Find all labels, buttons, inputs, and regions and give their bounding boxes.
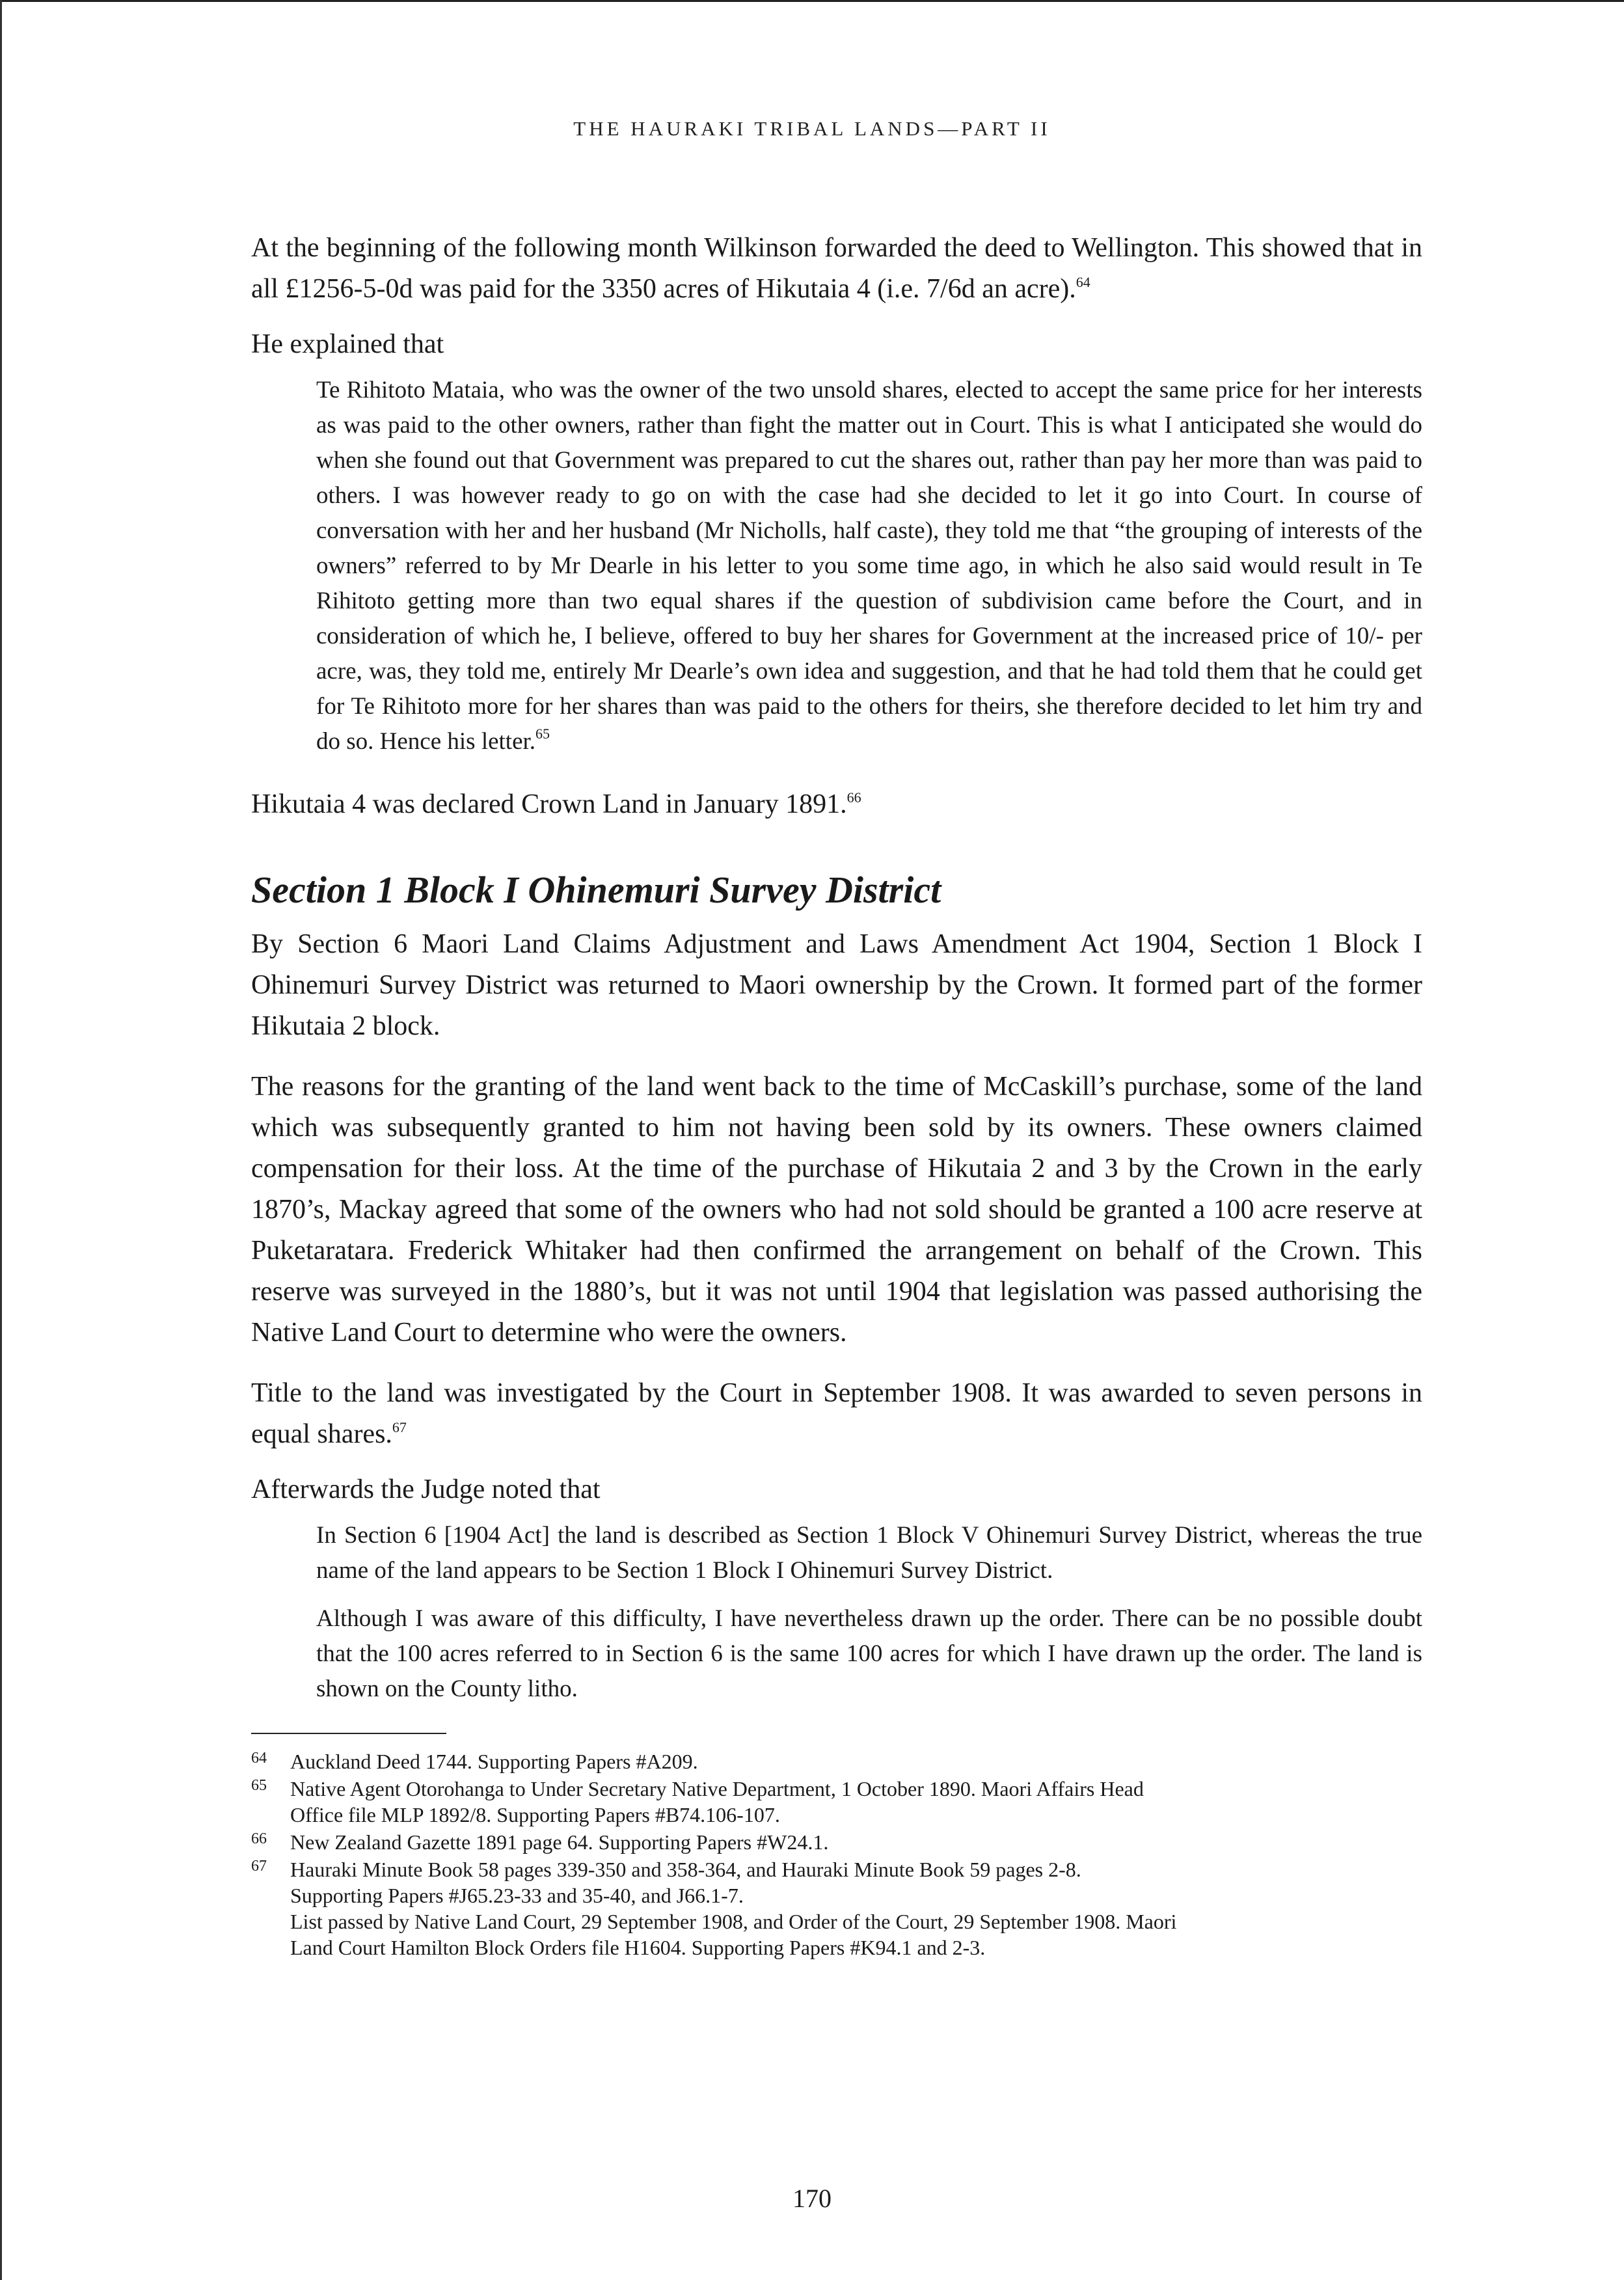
page-body [251,228,1422,1962]
paragraph-crown-land: Hikutaia 4 was declared Crown Land in January 1891.66 [251,789,861,819]
paragraph-section-6: By Section 6 Maori Land Claims Adjustment and Laws Amendment Act 1904, Section 1 Block I Ohinemuri Survey District was returned to Maori ownership by the Crown. It formed part of the former Hikutaia 2 block. [251,929,1422,1041]
footnote-ref-64[interactable]: 64 [1076,274,1090,290]
footnote-number: 65 [251,1777,267,1794]
paragraph-reasons: The reasons for the granting of the land went back to the time of McCaskill’s purchase, some of the land which was subsequently granted to him not having been sold by its owners. These owners claimed compensation for their loss. At the time of the purchase of Hikutaia 2 and 3 by the Crown in the early 1870’s, Mackay agreed that some of the owners who had not sold should be granted a 100 acre reserve at Puketaratara. Frederick Whitaker had then confirmed the arrangement on behalf of the Crown. This reserve was surveyed in the 1880’s, but it was not until 1904 that legislation was passed authorising the Native Land Court to determine who were the owners. [251,1072,1422,1348]
footnote-ref-65[interactable]: 65 [535,726,550,742]
footnote-divider [251,1733,446,1734]
footnote-number: 64 [251,1750,267,1767]
footnote-line: Auckland Deed 1744. Supporting Papers #A209. [290,1750,698,1773]
lead-in-judge-noted: Afterwards the Judge noted that [251,1474,601,1504]
footnote-number: 66 [251,1830,267,1847]
page-left-edge [0,0,2,2280]
lead-in-explained: He explained that [251,329,444,359]
footnote-66 [251,1829,1422,1855]
paragraph-title-investigated: Title to the land was investigated by the Court in September 1908. It was awarded to seven persons in equal shares.$^{67}$ [251,1378,1422,1449]
section-heading: Section 1 Block I Ohinemuri Survey District [251,869,941,911]
block-quote-section-6: In Section 6 [1904 Act] the land is described as Section 1 Block V Ohinemuri Survey District, whereas the true name of the land appears to be Section 1 Block I Ohinemuri Survey District. [316,1522,1422,1584]
footnote-line: New Zealand Gazette 1891 page 64. Supporting Papers #W24.1. [290,1830,829,1854]
footnote-line: Native Agent Otorohanga to Under Secretary Native Department, 1 October 1890. Maori Affairs Head [290,1777,1144,1800]
footnote-number: 67 [251,1858,267,1875]
footnote-line: Land Court Hamilton Block Orders file H1604. Supporting Papers #K94.1 and 2-3. [290,1936,986,1959]
footnote-line: List passed by Native Land Court, 29 September 1908, and Order of the Court, 29 September 1908. Maori [290,1910,1177,1933]
footnote-ref-67[interactable]: 67 [392,1419,407,1435]
footnote-line: Hauraki Minute Book 58 pages 339-350 and 358-364, and Hauraki Minute Book 59 pages 2-8. [290,1858,1081,1881]
footnote-ref-66[interactable]: 66 [846,789,861,806]
footnote-64 [251,1748,1422,1774]
page-number: 170 [792,2184,832,2213]
footnote-line: Supporting Papers #J65.23-33 and 35-40, and J66.1-7. [290,1884,744,1907]
footnote-65 [251,1776,1422,1828]
paragraph-deed-forwarded: At the beginning of the following month Wilkinson forwarded the deed to Wellington. This showed that in all £1256-5-0d was paid for the 3350 acres of Hikutaia 4 (i.e. 7/6d an acre).$^{64}$ [251,233,1422,304]
footnote-line: Office file MLP 1892/8. Supporting Papers #B74.106-107. [290,1803,780,1826]
block-quote-rihitoto: Te Rihitoto Mataia, who was the owner of the two unsold shares, elected to accept the same price for her interests as was paid to the other owners, rather than fight the matter out in Court. This is what I anticipated she would do when she found out that Government was prepared to cut the shares out, rather than pay her more than was paid to others. I was however ready to go on with the case had she decided to let it go into Court. In course of conversation with her and her husband (Mr Nicholls, half caste), they told me that “the grouping of interests of the owners” referred to by Mr Dearle in his letter to you some time ago, in which he also said would result in Te Rihitoto getting more than two equal shares if the question of subdivision came before the Court, and in consideration of which he, I believe, offered to buy her shares for Government at the increased price of 10/- per acre, was, they told me, entirely Mr Dearle’s own idea and suggestion, and that he had told them that he could get for Te Rihitoto more for her shares than was paid to the others for theirs, she therefore decided to let him try and do so. Hence his letter.$^{65}$ [316,377,1422,755]
running-head: THE HAURAKI TRIBAL LANDS—PART II [573,117,1051,140]
block-quote-difficulty: Although I was aware of this difficulty, I have nevertheless drawn up the order. There can be no possible doubt that the 100 acres referred to in Section 6 is the same 100 acres for which I have drawn up the order. The land is shown on the County litho. [316,1605,1422,1702]
page-top-edge [0,0,1624,2]
footnote-67 [251,1856,1422,1961]
